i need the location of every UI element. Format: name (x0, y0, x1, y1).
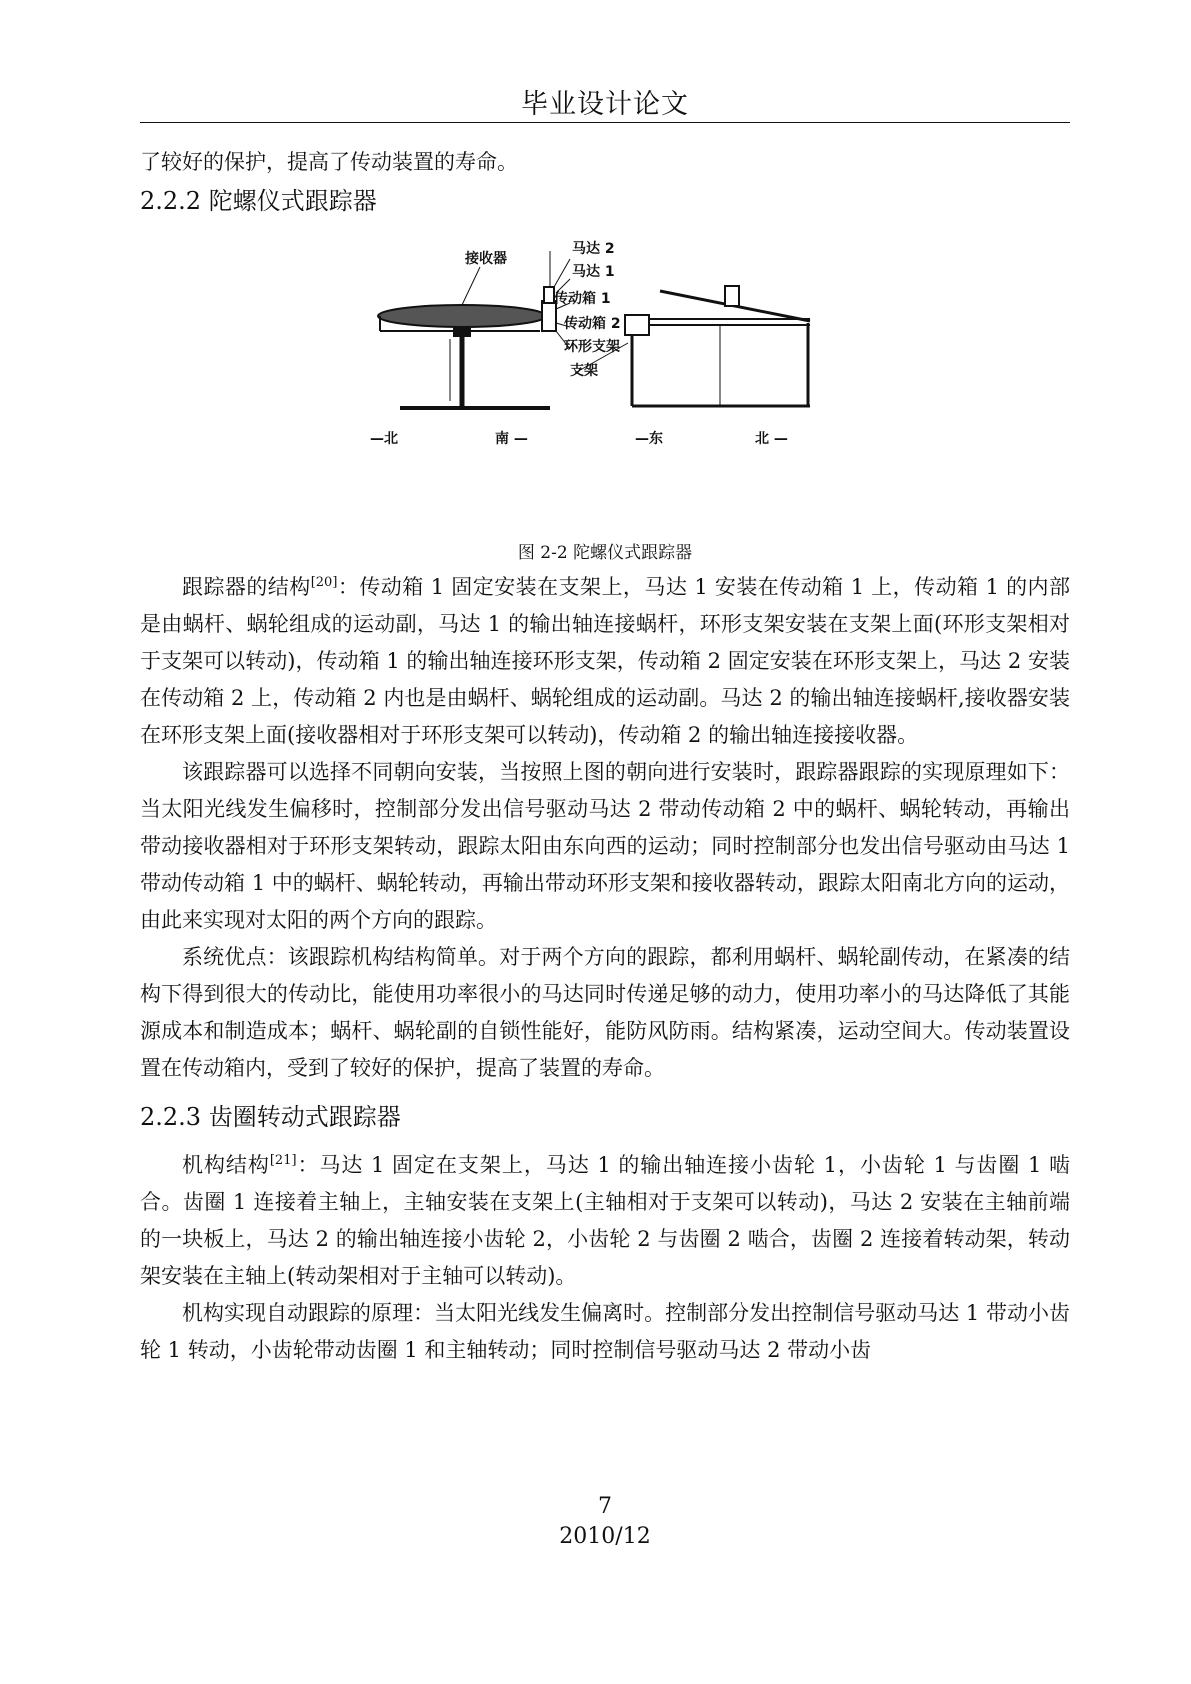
label-receiver: 接收器 (465, 251, 507, 267)
label-left-north: —北 (370, 431, 398, 447)
figure-gyro-tracker (140, 227, 1070, 535)
label-support: 支架 (570, 363, 598, 379)
receiver-dish (378, 305, 546, 327)
paragraph-structure: 跟踪器的结构[20]：传动箱 1 固定安装在支架上，马达 1 安装在传动箱 1 上，传动箱 1 的内部是由蜗杆、蜗轮组成的运动副，马达 1 的输出轴连接蜗杆，环形支架安装在支架上面(环形支架相对于支架可以转动)，传动箱 1 的输出轴连接环形支架，传动箱 2 固定安装在环形支架上，马达 2 安装在传动箱 2 上，传动箱 2 内也是由蜗杆、蜗轮组成的运动副。马达 2 的输出轴连接蜗杆,接收器安装在环形支架上面(接收器相对于环形支架可以转动)，传动箱 2 的输出轴连接接收器。 (140, 575, 1071, 747)
label-gearbox1: 传动箱 1 (554, 291, 611, 307)
citation-20: [20] (310, 575, 338, 590)
paragraph-mechanism: 机构结构[21]：马达 1 固定在支架上，马达 1 的输出轴连接小齿轮 1，小齿轮 1 与齿圈 1 啮合。齿圈 1 连接着主轴上，主轴安装在支架上(主轴相对于支架可以转动)，马达 2 安装在主轴前端的一块板上，马达 2 的输出轴连接小齿轮 2，小齿轮 2 与齿圈 2 啮合，齿圈 2 连接着转动架，转动架安装在主轴上(转动架相对于主轴可以转动)。 (140, 1153, 1070, 1288)
label-ring-support: 环形支架 (564, 339, 620, 355)
figure-caption: 图 2-2 陀螺仪式跟踪器 (517, 543, 693, 563)
paragraph-principle: 该跟踪器可以选择不同朝向安装，当按照上图的朝向进行安装时，跟踪器跟踪的实现原理如下：当太阳光线发生偏移时，控制部分发出信号驱动马达 2 带动传动箱 2 中的蜗杆、蜗轮转动，再输出带动接收器相对于环形支架转动，跟踪太阳由东向西的运动；同时控制部分也发出信号驱动由马达 1 带动传动箱 1 中的蜗杆、蜗轮转动，再输出带动环形支架和接收器转动，跟踪太阳南北方向的运动，由此来实现对太阳的两个方向的跟踪。 (140, 760, 1070, 932)
label-gearbox2: 传动箱 2 (564, 316, 621, 332)
label-left-south: 南 — (495, 431, 528, 447)
citation-21: [21] (269, 1153, 297, 1168)
header-rule (140, 122, 1070, 123)
paragraph-tracking-principle: 机构实现自动跟踪的原理：当太阳光线发生偏离时。控制部分发出控制信号驱动马达 1 带动小齿轮 1 转动，小齿轮带动齿圈 1 和主轴转动；同时控制信号驱动马达 2 带动小齿 (140, 1301, 1070, 1362)
paragraph-advantages: 系统优点：该跟踪机构结构简单。对于两个方向的跟踪，都利用蜗杆、蜗轮副传动，在紧凑的结构下得到很大的传动比，能使用功率很小的马达同时传递足够的动力，使用功率小的马达降低了其能源成本和制造成本；蜗杆、蜗轮副的自锁性能好，能防风防雨。结构紧凑，运动空间大。传动装置设置在传动箱内，受到了较好的保护，提高了装置的寿命。 (140, 945, 1070, 1080)
page-body (140, 144, 1070, 1369)
paragraph: 了较好的保护，提高了传动装置的寿命。 (140, 150, 518, 174)
section-heading-2-2-3: 2.2.3 齿圈转动式跟踪器 (140, 1103, 401, 1131)
footer-date: 2010/12 (559, 1524, 651, 1549)
label-motor2: 马达 2 (572, 241, 615, 257)
running-header: 毕业设计论文 (521, 89, 689, 120)
section-heading-2-2-2: 2.2.2 陀螺仪式跟踪器 (140, 187, 377, 215)
left-view (378, 251, 556, 408)
label-right-north: 北 — (755, 431, 788, 447)
gyro-tracker-diagram (370, 231, 830, 461)
right-view (625, 286, 810, 406)
label-motor1: 马达 1 (572, 264, 615, 280)
page-number: 7 (598, 1494, 612, 1519)
label-right-east: —东 (635, 431, 663, 447)
